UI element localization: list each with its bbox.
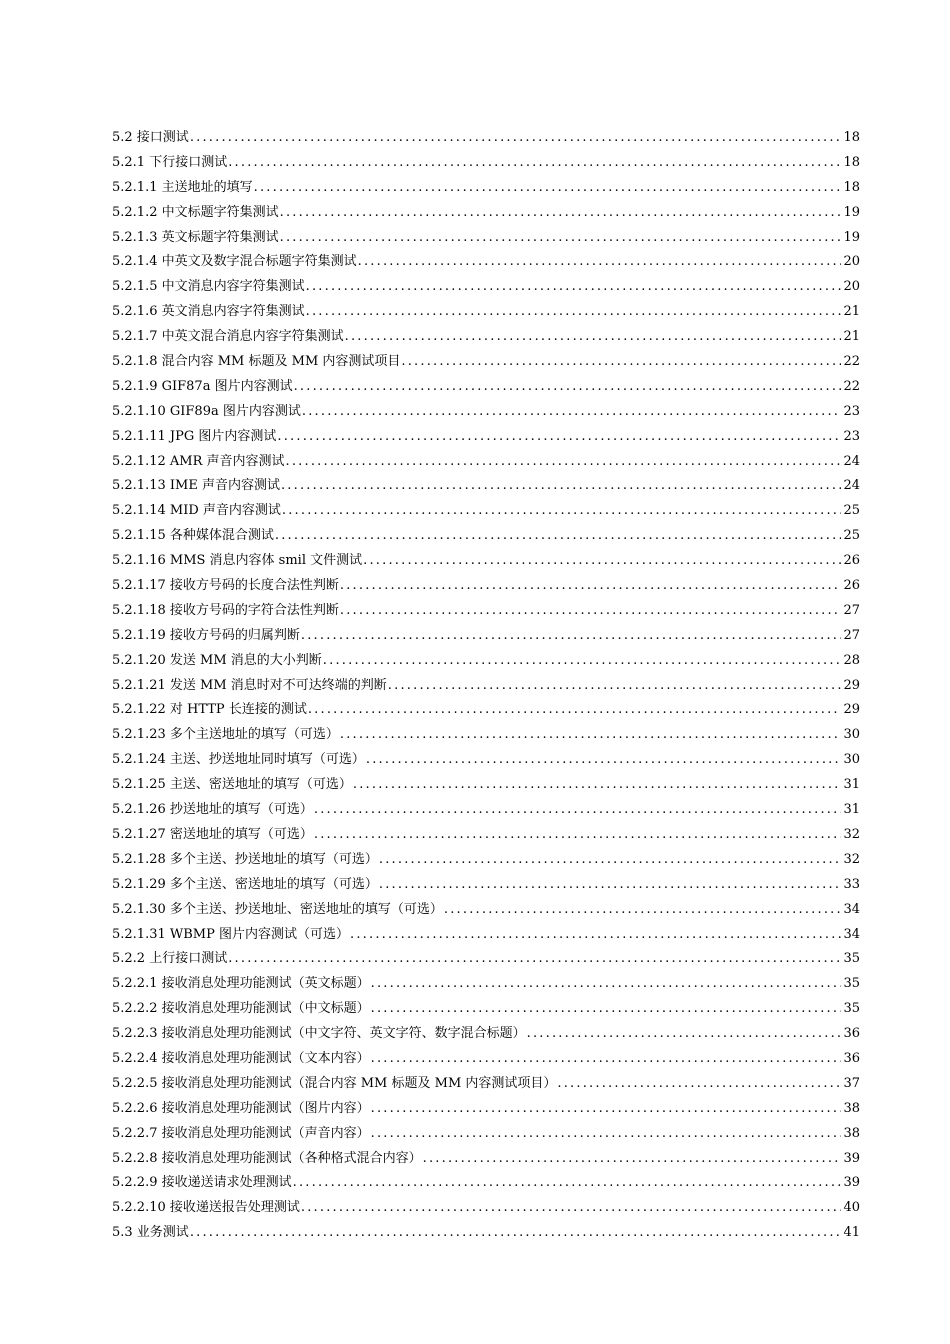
toc-leader-dots xyxy=(366,748,842,773)
toc-leader-dots xyxy=(345,325,842,350)
toc-entry-title: 5.2.1.22 对 HTTP 长连接的测试 xyxy=(112,702,307,718)
toc-entry-page-number: 28 xyxy=(843,652,860,668)
toc-entry[interactable] xyxy=(112,524,860,549)
toc-leader-dots xyxy=(282,499,842,524)
toc-entry-title: 5.2.1.31 WBMP 图片内容测试（可选） xyxy=(112,926,349,942)
toc-entry[interactable] xyxy=(112,1147,860,1172)
toc-entry-page-number: 19 xyxy=(843,204,860,220)
toc-entry-page-number: 35 xyxy=(843,976,860,992)
toc-leader-dots xyxy=(314,823,842,848)
toc-entry-title: 5.2.1.24 主送、抄送地址同时填写（可选） xyxy=(112,752,365,768)
toc-entry-title: 5.2.1.13 IME 声音内容测试 xyxy=(112,478,280,494)
toc-entry-page-number: 30 xyxy=(843,752,860,768)
toc-entry[interactable] xyxy=(112,923,860,948)
toc-entry[interactable] xyxy=(112,226,860,251)
toc-entry[interactable] xyxy=(112,873,860,898)
toc-entry-title: 5.2.2.3 接收消息处理功能测试（中文字符、英文字符、数字混合标题） xyxy=(112,1026,526,1042)
toc-entry-title: 5.2.1.5 中文消息内容字符集测试 xyxy=(112,279,305,295)
toc-leader-dots xyxy=(293,1171,842,1196)
toc-entry-page-number: 39 xyxy=(843,1175,860,1191)
toc-entry-title: 5.2.1.21 发送 MM 消息时对不可达终端的判断 xyxy=(112,677,387,693)
toc-entry-title: 5.2 接口测试 xyxy=(112,130,189,145)
toc-entry[interactable] xyxy=(112,823,860,848)
toc-entry[interactable] xyxy=(112,748,860,773)
toc-entry-page-number: 18 xyxy=(843,154,860,170)
toc-entry[interactable] xyxy=(112,848,860,873)
toc-entry-page-number: 37 xyxy=(843,1075,860,1091)
toc-leader-dots xyxy=(281,474,842,499)
toc-entry-title: 5.2.2.7 接收消息处理功能测试（声音内容） xyxy=(112,1125,370,1141)
toc-leader-dots xyxy=(302,400,842,425)
toc-entry-title: 5.2.2.10 接收递送报告处理测试 xyxy=(112,1200,300,1216)
toc-entry-title: 5.2.2.5 接收消息处理功能测试（混合内容 MM 标题及 MM 内容测试项目） xyxy=(112,1075,557,1091)
toc-entry-title: 5.2.2.1 接收消息处理功能测试（英文标题） xyxy=(112,976,370,992)
toc-entry[interactable] xyxy=(112,1122,860,1147)
toc-entry[interactable] xyxy=(112,1221,860,1246)
toc-entry-title: 5.2.2.6 接收消息处理功能测试（图片内容） xyxy=(112,1100,370,1116)
toc-entry-title: 5.2.1.15 各种媒体混合测试 xyxy=(112,528,274,544)
toc-entry-page-number: 36 xyxy=(843,1026,860,1042)
toc-leader-dots xyxy=(286,450,842,475)
toc-entry-page-number: 34 xyxy=(843,901,860,917)
toc-entry-title: 5.2.1.2 中文标题字符集测试 xyxy=(112,204,279,220)
toc-entry-page-number: 24 xyxy=(843,453,860,469)
toc-entry[interactable] xyxy=(112,375,860,400)
toc-leader-dots xyxy=(363,549,841,574)
toc-entry-page-number: 21 xyxy=(843,329,860,345)
toc-entry[interactable] xyxy=(112,798,860,823)
toc-entry-title: 5.2.1 下行接口测试 xyxy=(112,154,228,170)
toc-entry[interactable] xyxy=(112,474,860,499)
toc-leader-dots xyxy=(371,1097,842,1122)
toc-entry-page-number: 21 xyxy=(843,304,860,320)
toc-entry-page-number: 18 xyxy=(843,130,860,145)
toc-entry[interactable] xyxy=(112,773,860,798)
toc-leader-dots xyxy=(358,250,842,275)
toc-entry[interactable] xyxy=(112,1171,860,1196)
toc-entry-title: 5.2.2 上行接口测试 xyxy=(112,951,228,967)
toc-leader-dots xyxy=(280,201,842,226)
toc-entry[interactable] xyxy=(112,997,860,1022)
toc-leader-dots xyxy=(301,624,842,649)
toc-entry[interactable] xyxy=(112,425,860,450)
toc-entry-page-number: 25 xyxy=(843,528,860,544)
toc-entry-page-number: 30 xyxy=(843,727,860,743)
toc-entry[interactable] xyxy=(112,1072,860,1097)
toc-entry-page-number: 22 xyxy=(843,378,860,394)
toc-leader-dots xyxy=(340,723,842,748)
toc-entry-page-number: 18 xyxy=(843,179,860,195)
toc-entry-page-number: 29 xyxy=(843,702,860,718)
toc-leader-dots xyxy=(254,176,842,201)
toc-leader-dots xyxy=(353,773,842,798)
toc-leader-dots xyxy=(306,300,842,325)
toc-entry[interactable] xyxy=(112,400,860,425)
toc-entry[interactable] xyxy=(112,275,860,300)
toc-entry-page-number: 36 xyxy=(843,1050,860,1066)
toc-entry-page-number: 41 xyxy=(843,1225,860,1241)
toc-entry-title: 5.2.1.26 抄送地址的填写（可选） xyxy=(112,802,313,818)
toc-entry-page-number: 35 xyxy=(843,1001,860,1017)
toc-leader-dots xyxy=(350,923,841,948)
toc-leader-dots xyxy=(301,1196,842,1221)
toc-entry-title: 5.2.1.25 主送、密送地址的填写（可选） xyxy=(112,777,352,793)
toc-entry-page-number: 32 xyxy=(843,826,860,842)
toc-entry[interactable] xyxy=(112,947,860,972)
toc-entry[interactable] xyxy=(112,499,860,524)
toc-leader-dots xyxy=(308,698,842,723)
toc-entry-title: 5.2.1.30 多个主送、抄送地址、密送地址的填写（可选） xyxy=(112,901,443,917)
toc-entry-title: 5.2.1.16 MMS 消息内容体 smil 文件测试 xyxy=(112,553,363,569)
toc-entry-page-number: 19 xyxy=(843,229,860,245)
toc-entry-title: 5.2.1.1 主送地址的填写 xyxy=(112,179,253,195)
toc-entry[interactable] xyxy=(112,549,860,574)
toc-leader-dots xyxy=(371,1047,842,1072)
toc-leader-dots xyxy=(314,798,842,823)
toc-entry[interactable] xyxy=(112,450,860,475)
toc-leader-dots xyxy=(401,350,841,375)
toc-entry-title: 5.2.1.9 GIF87a 图片内容测试 xyxy=(112,378,293,394)
toc-entry-title: 5.2.1.4 中英文及数字混合标题字符集测试 xyxy=(112,254,357,270)
toc-leader-dots xyxy=(323,649,842,674)
toc-entry[interactable] xyxy=(112,649,860,674)
toc-entry-title: 5.2.1.14 MID 声音内容测试 xyxy=(112,503,281,519)
toc-entry-title: 5.2.1.12 AMR 声音内容测试 xyxy=(112,453,285,469)
toc-entry[interactable] xyxy=(112,898,860,923)
toc-entry[interactable] xyxy=(112,972,860,997)
toc-leader-dots xyxy=(379,873,842,898)
toc-leader-dots xyxy=(275,524,842,549)
toc-entry-title: 5.2.1.17 接收方号码的长度合法性判断 xyxy=(112,578,339,594)
toc-leader-dots xyxy=(340,599,842,624)
toc-entry[interactable] xyxy=(112,201,860,226)
toc-entry-page-number: 23 xyxy=(843,428,860,444)
toc-entry[interactable] xyxy=(112,1022,860,1047)
toc-entry[interactable] xyxy=(112,1196,860,1221)
toc-entry-title: 5.3 业务测试 xyxy=(112,1225,189,1241)
toc-entry-page-number: 39 xyxy=(843,1150,860,1166)
toc-entry-page-number: 29 xyxy=(843,677,860,693)
toc-entry-title: 5.2.1.28 多个主送、抄送地址的填写（可选） xyxy=(112,851,378,867)
toc-entry-page-number: 34 xyxy=(843,926,860,942)
toc-leader-dots xyxy=(444,898,842,923)
toc-entry[interactable] xyxy=(112,723,860,748)
toc-entry-page-number: 40 xyxy=(843,1200,860,1216)
toc-entry-title: 5.2.1.3 英文标题字符集测试 xyxy=(112,229,279,245)
toc-entry-title: 5.2.1.7 中英文混合消息内容字符集测试 xyxy=(112,329,344,345)
toc-entry-title: 5.2.1.23 多个主送地址的填写（可选） xyxy=(112,727,339,743)
toc-entry-title: 5.2.1.19 接收方号码的归属判断 xyxy=(112,627,300,643)
toc-entry-title: 5.2.1.10 GIF89a 图片内容测试 xyxy=(112,403,301,419)
toc-entry-page-number: 23 xyxy=(843,403,860,419)
toc-entry-page-number: 35 xyxy=(843,951,860,967)
toc-entry-title: 5.2.2.2 接收消息处理功能测试（中文标题） xyxy=(112,1001,370,1017)
toc-leader-dots xyxy=(306,275,842,300)
toc-leader-dots xyxy=(190,126,842,151)
toc-leader-dots xyxy=(277,425,841,450)
toc-entry[interactable] xyxy=(112,698,860,723)
toc-entry-title: 5.2.2.8 接收消息处理功能测试（各种格式混合内容） xyxy=(112,1150,422,1166)
toc-entry[interactable] xyxy=(112,300,860,325)
toc-leader-dots xyxy=(228,947,841,972)
toc-entry-page-number: 22 xyxy=(843,354,860,370)
toc-entry-title: 5.2.2.9 接收递送请求处理测试 xyxy=(112,1175,292,1191)
toc-leader-dots xyxy=(190,1221,842,1246)
toc-entry-page-number: 31 xyxy=(843,802,860,818)
toc-leader-dots xyxy=(379,848,842,873)
toc-entry[interactable] xyxy=(112,1097,860,1122)
toc-entry-title: 5.2.1.27 密送地址的填写（可选） xyxy=(112,826,313,842)
toc-entry[interactable] xyxy=(112,574,860,599)
toc-leader-dots xyxy=(371,972,842,997)
toc-leader-dots xyxy=(340,574,842,599)
toc-leader-dots xyxy=(423,1147,842,1172)
toc-entry-title: 5.2.2.4 接收消息处理功能测试（文本内容） xyxy=(112,1050,370,1066)
toc-entry-page-number: 26 xyxy=(843,578,860,594)
toc-entry-page-number: 27 xyxy=(843,602,860,618)
toc-entry-page-number: 38 xyxy=(843,1125,860,1141)
toc-entry[interactable] xyxy=(112,176,860,201)
toc-entry-page-number: 33 xyxy=(843,876,860,892)
toc-entry[interactable] xyxy=(112,126,860,151)
toc-entry-title: 5.2.1.11 JPG 图片内容测试 xyxy=(112,428,277,444)
toc-leader-dots xyxy=(228,151,841,176)
toc-entry-title: 5.2.1.18 接收方号码的字符合法性判断 xyxy=(112,602,339,618)
toc-entry-page-number: 27 xyxy=(843,627,860,643)
toc-entry-page-number: 24 xyxy=(843,478,860,494)
toc-entry-title: 5.2.1.20 发送 MM 消息的大小判断 xyxy=(112,652,322,668)
toc-entry-page-number: 25 xyxy=(843,503,860,519)
toc-entry[interactable] xyxy=(112,151,860,176)
toc-entry-page-number: 20 xyxy=(843,279,860,295)
toc-entry-page-number: 38 xyxy=(843,1100,860,1116)
toc-entry-title: 5.2.1.6 英文消息内容字符集测试 xyxy=(112,304,305,320)
toc-entry[interactable] xyxy=(112,350,860,375)
toc-leader-dots xyxy=(371,1122,842,1147)
toc-entry[interactable] xyxy=(112,599,860,624)
toc-leader-dots xyxy=(557,1072,841,1097)
toc-entry-page-number: 26 xyxy=(843,553,860,569)
toc-entry[interactable] xyxy=(112,250,860,275)
toc-leader-dots xyxy=(527,1022,842,1047)
toc-leader-dots xyxy=(294,375,842,400)
toc-entry[interactable] xyxy=(112,1047,860,1072)
toc-entry[interactable] xyxy=(112,624,860,649)
toc-entry[interactable] xyxy=(112,674,860,699)
toc-entry[interactable] xyxy=(112,325,860,350)
toc-entry-title: 5.2.1.8 混合内容 MM 标题及 MM 内容测试项目 xyxy=(112,354,401,370)
toc-entry-title: 5.2.1.29 多个主送、密送地址的填写（可选） xyxy=(112,876,378,892)
toc-leader-dots xyxy=(388,674,842,699)
toc-entry-page-number: 20 xyxy=(843,254,860,270)
toc-leader-dots xyxy=(371,997,842,1022)
toc-entry-page-number: 32 xyxy=(843,851,860,867)
toc-leader-dots xyxy=(280,226,842,251)
toc-entry-page-number: 31 xyxy=(843,777,860,793)
table-of-contents xyxy=(112,126,860,1246)
